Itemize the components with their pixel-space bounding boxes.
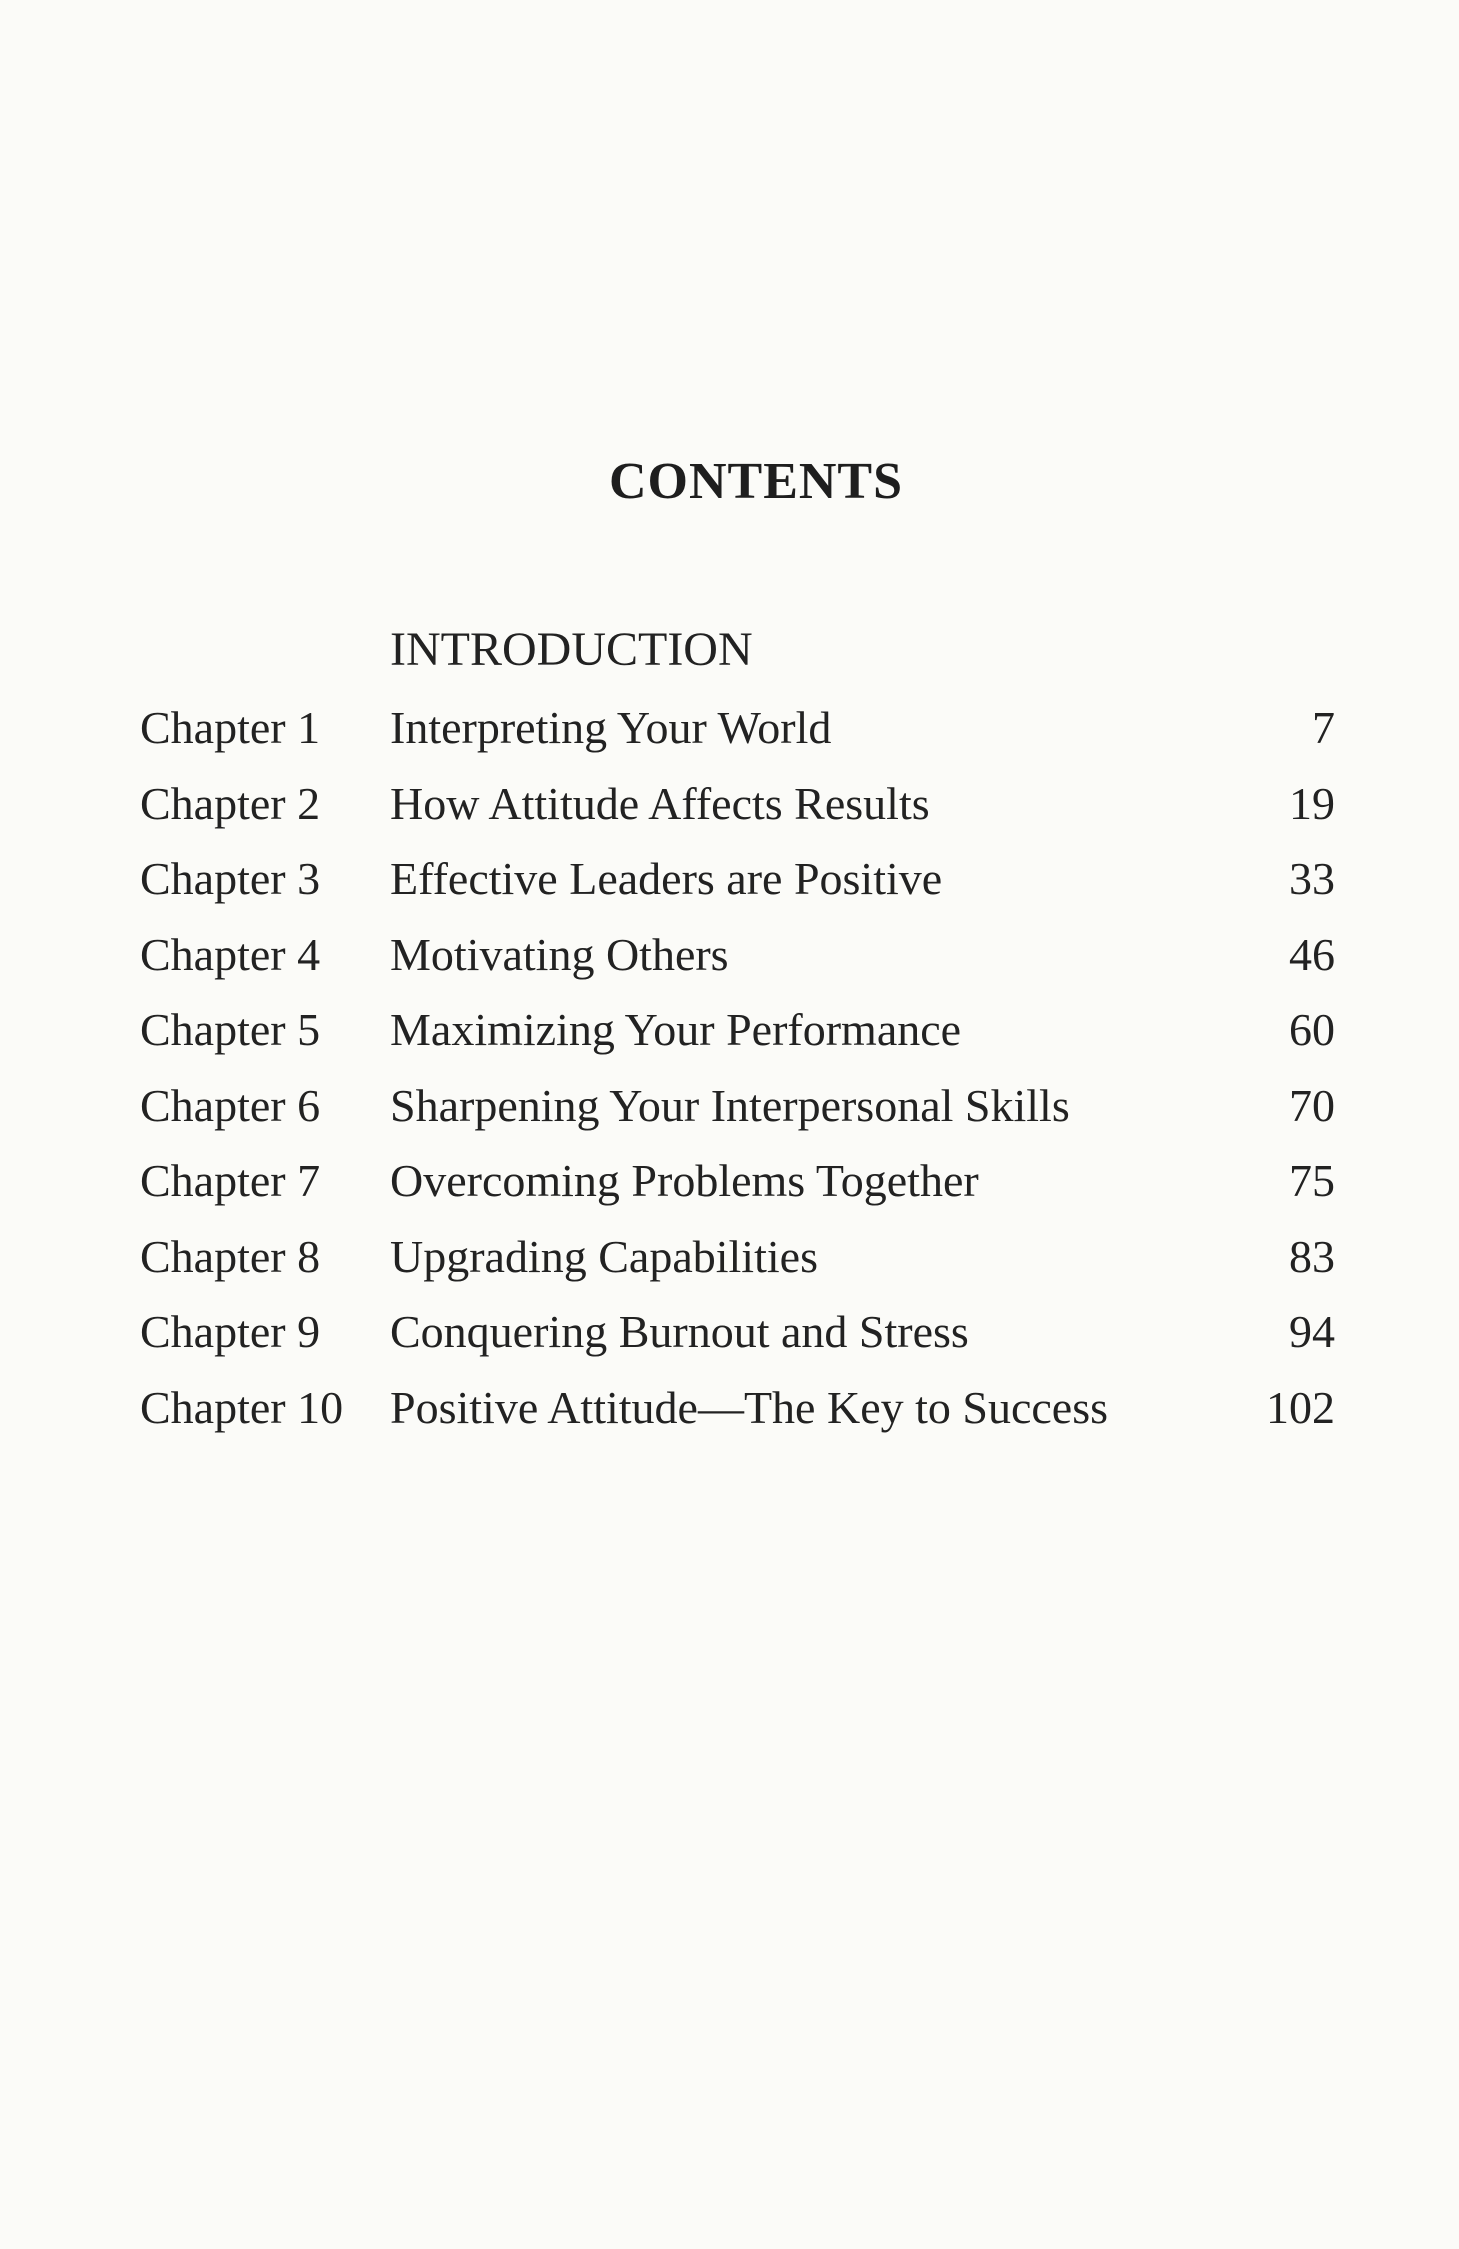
- chapter-label: Chapter 3: [140, 853, 321, 904]
- chapter-label: Chapter 5: [140, 1004, 321, 1055]
- chapter-title: Upgrading Capabilities: [390, 1230, 818, 1282]
- chapter-title: Conquering Burnout and Stress: [390, 1306, 969, 1357]
- toc-row: [140, 1078, 1335, 1154]
- chapter-label: Chapter 8: [140, 1230, 321, 1282]
- page-number: 75: [1289, 1155, 1335, 1206]
- toc-row: [140, 1304, 1335, 1380]
- chapter-title: Motivating Others: [390, 928, 729, 980]
- chapter-label: Chapter 10: [140, 1381, 344, 1433]
- chapter-label: Chapter 9: [140, 1306, 321, 1357]
- page-number: 70: [1289, 1079, 1335, 1131]
- toc-row: [140, 776, 1335, 852]
- chapter-title: Sharpening Your Interpersonal Skills: [390, 1079, 1070, 1131]
- chapter-title: Maximizing Your Performance: [390, 1004, 962, 1055]
- toc-row: [140, 851, 1335, 927]
- chapter-label: Chapter 7: [140, 1155, 321, 1206]
- toc-row: [140, 927, 1335, 1003]
- introduction-entry: INTRODUCTION: [390, 623, 753, 676]
- page-number: 7: [1312, 702, 1335, 753]
- page-number: 19: [1289, 777, 1335, 829]
- chapter-title: Interpreting Your World: [390, 702, 832, 753]
- chapter-title: How Attitude Affects Results: [390, 777, 930, 829]
- chapter-title: Overcoming Problems Together: [390, 1155, 979, 1206]
- toc-row: [140, 700, 1335, 776]
- chapter-label: Chapter 2: [140, 777, 321, 829]
- page-title: CONTENTS: [608, 453, 904, 510]
- toc-row: [140, 1380, 1335, 1456]
- page-number: 102: [1266, 1381, 1335, 1433]
- page-number: 83: [1289, 1230, 1335, 1282]
- toc-row: [140, 1153, 1335, 1229]
- page-number: 94: [1289, 1306, 1335, 1357]
- table-of-contents: [140, 700, 1335, 1455]
- chapter-title: Effective Leaders are Positive: [390, 853, 943, 904]
- chapter-label: Chapter 6: [140, 1079, 321, 1131]
- page-number: 33: [1289, 853, 1335, 904]
- toc-row: [140, 1002, 1335, 1078]
- chapter-label: Chapter 4: [140, 928, 321, 980]
- chapter-label: Chapter 1: [140, 702, 321, 753]
- chapter-title: Positive Attitude—The Key to Success: [390, 1381, 1109, 1433]
- page-number: 46: [1289, 928, 1335, 980]
- toc-row: [140, 1229, 1335, 1305]
- page-number: 60: [1289, 1004, 1335, 1055]
